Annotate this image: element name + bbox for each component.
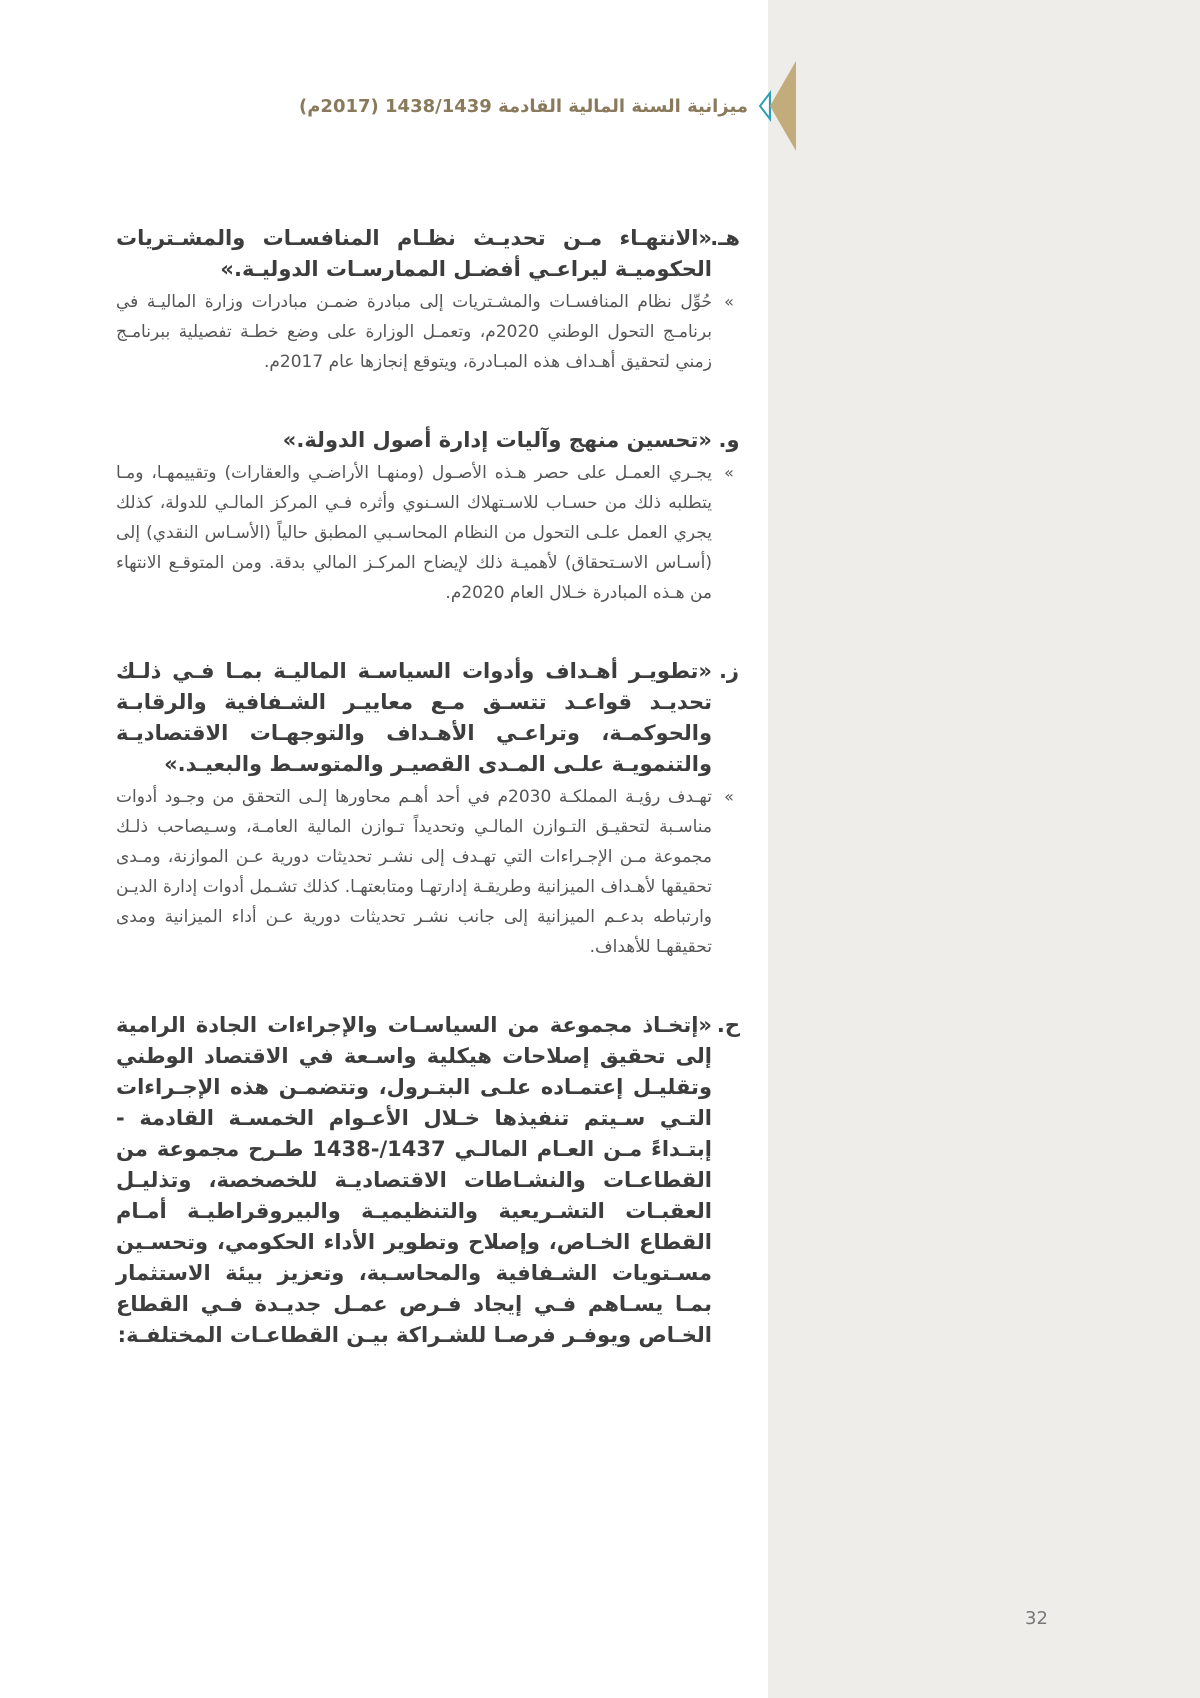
section-letter: هـ. <box>710 226 740 250</box>
section-bullet <box>116 287 740 377</box>
section-he <box>116 223 740 377</box>
section-letter: ح. <box>716 1013 740 1037</box>
bullet-icon: » <box>724 463 734 482</box>
section-bullet <box>116 458 740 608</box>
section-head <box>116 656 740 780</box>
section-ha <box>116 1010 740 1351</box>
arrow-outline-shape <box>760 93 770 119</box>
bullet-icon: » <box>724 292 734 311</box>
header-arrows-icon <box>748 61 798 151</box>
bullet-icon: » <box>724 787 734 806</box>
section-zay <box>116 656 740 962</box>
page-header <box>299 78 798 134</box>
section-text: يجـري العمـل على حصر هـذه الأصـول (ومنهـا الأراضـي والعقارات) وتقييمهـا، ومـا يتطلبه ذلك من حسـاب للاسـتهلاك السـنوي وأثره فـي المركز المالـي للدولة، كذلك يجري العمل علـى التحول من النظام المحاسـبي المطبق حالياً (الأسـاس النقدي) إلى (أسـاس الاسـتحقاق) لأهميـة ذلك لإيضاح المركـز المالي بدقة. ومن المتوقـع الانتهاء من هـذه المبادرة خـلال العام 2020م. <box>116 463 712 603</box>
section-heading: «تطويـر أهـداف وأدوات السياسـة الماليـة بمـا فـي ذلـك تحديـد قواعـد تتسـق مـع معاييـر الشـفافية والرقابـة والحوكمـة، وتراعـي الأهـداف والتوجهـات الاقتصاديـة والتنمويـة علـى المـدى القصيـر والمتوسـط والبعيـد.» <box>116 659 712 776</box>
section-heading: «الانتهـاء مـن تحديـث نظـام المنافسـات والمشـتريات الحكوميـة ليراعـي أفضـل الممارسـات الدوليـة.» <box>116 226 712 281</box>
section-head <box>116 223 740 285</box>
page-number: 32 <box>1025 1608 1048 1629</box>
content <box>116 223 740 1399</box>
section-text: تهـدف رؤيـة المملكـة 2030م في أحد أهـم محاورها إلـى التحقق من وجـود أدوات مناسـبة لتحقيـق التـوازن المالـي وتحديداً تـوازن المالية العامـة، وسـيصاحب ذلـك مجموعة مـن الإجـراءات التي تهـدف إلى نشـر تحديثات دورية عـن الموازنة، ومـدى تحقيقها لأهـداف الميزانية وطريقـة إدارتهـا ومتابعتهـا. كذلك تشـمل أدوات إدارة الديـن وارتباطه بدعـم الميزانية إلى جانب نشـر تحديثات دورية عـن أداء الميزانية ومدى تحقيقهـا للأهداف. <box>116 787 712 957</box>
header-title: ميزانية السنة المالية القادمة 1438/1439 (2017م) <box>299 95 748 117</box>
section-bullet <box>116 782 740 962</box>
section-text: حُوِّل نظام المنافسـات والمشـتريات إلى مبادرة ضمـن مبادرات وزارة الماليـة في برنامـج التحول الوطني 2020م، وتعمـل الوزارة على وضع خطـة تفصيلية ببرنامـج زمني لتحقيق أهـداف هذه المبـادرة، ويتوقع إنجازها عام 2017م. <box>116 292 712 372</box>
section-head <box>116 425 740 456</box>
section-heading: «إتخـاذ مجموعة من السياسـات والإجراءات الجادة الرامية إلى تحقيق إصلاحات هيكلية واسـعة في الاقتصاد الوطني وتقليـل إعتمـاده علـى البتـرول، وتتضمـن هذه الإجـراءات التـي سـيتم تنفيذها خـلال الأعـوام الخمسـة القادمة - إبتـداءً مـن العـام المالـي 1437/-1438 طـرح مجموعة من القطاعـات والنشـاطات الاقتصاديـة للخصخصة، وتذليـل العقبـات التشـريعية والتنظيميـة والبيروقراطيـة أمـام القطاع الخـاص، وإصلاح وتطوير الأداء الحكومي، وتحسـين مسـتويات الشـفافية والمحاسـبة، وتعزيز بيئة الاستثمار بمـا يسـاهم فـي إيجاد فـرص عمـل جديـدة فـي القطاع الخـاص ويوفـر فرصـا للشـراكة بيـن القطاعـات المختلفـة: <box>116 1013 713 1347</box>
section-waw <box>116 425 740 608</box>
side-band <box>768 0 1200 1698</box>
section-letter: ز. <box>718 659 740 683</box>
arrow-solid-shape <box>770 61 796 151</box>
section-heading: «تحسين منهج وآليات إدارة أصول الدولة.» <box>282 428 712 452</box>
section-head <box>116 1010 740 1351</box>
section-letter: و. <box>718 428 740 452</box>
